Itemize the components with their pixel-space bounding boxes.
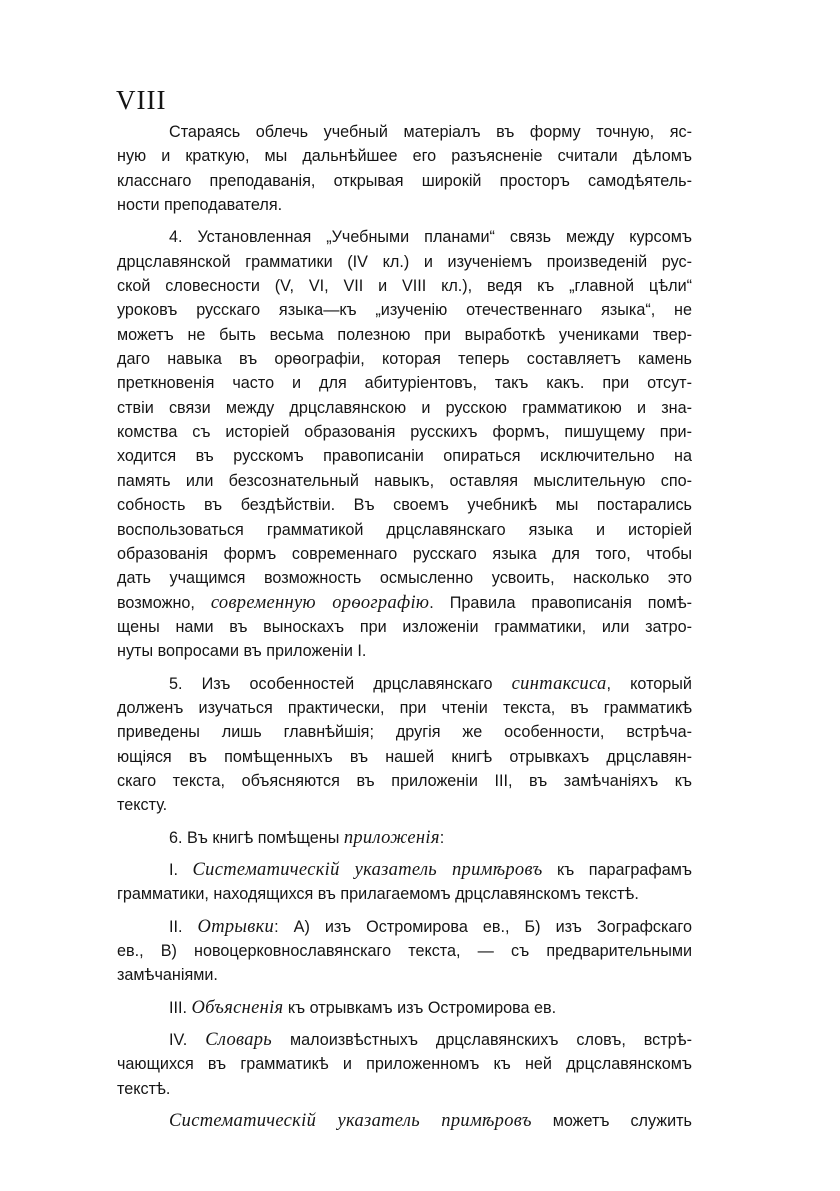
text-line: ев., В) новоцерковнославянскаго текста, — съ предварительными — [117, 942, 692, 960]
text-line: щены нами въ выноскахъ при изложеніи грамматики, или затро- — [117, 617, 692, 636]
appendix-item-1 — [117, 858, 692, 907]
appendix-item-3 — [117, 996, 692, 1020]
appendix-item-4 — [117, 1028, 692, 1101]
text-line: дрцславянской грамматики (IV кл.) и изученіемъ произведеній рус- — [117, 252, 692, 271]
text-line: скаго текста, объясняются въ приложеніи III, въ замѣчаніяхъ къ — [117, 771, 692, 790]
text-run: къ отрывкамъ изъ Остромирова ев. — [283, 998, 557, 1017]
text-line: долженъ изучаться практически, при чтеніи текста, въ грамматикѣ — [117, 698, 692, 717]
text-line: грамматики, находящихся въ прилагаемомъ дрцславянскомъ текстѣ. — [117, 885, 639, 904]
text-line: уроковъ русскаго языка—къ „изученію отечественнаго языка“, не — [117, 301, 692, 320]
text-run: 6. Въ книгѣ помѣщены — [169, 828, 344, 847]
text-line: 4. Установленная „Учебными планами“ связь между курсомъ — [169, 228, 692, 247]
paragraph-3 — [117, 672, 692, 818]
roman-numeral: III. — [169, 998, 192, 1017]
paragraph-4 — [117, 826, 692, 850]
text-line: ходится въ русскомъ правописаніи опираться исключительно на — [117, 447, 692, 466]
text-line: комства съ исторіей образованія русскихъ формъ, пишущему при- — [117, 423, 692, 442]
paragraph-2 — [117, 225, 692, 663]
text-line: ности преподавателя. — [117, 196, 283, 215]
text-line: ствіи связи между дрцславянскою и русскою грамматикою и зна- — [117, 398, 692, 417]
paragraph-1 — [117, 120, 692, 217]
text-line: можетъ не быть весьма полезною при выработкѣ учениками твер- — [117, 325, 692, 344]
italic-phrase: Систематическій указатель примѣровъ — [169, 1111, 532, 1132]
text-run: возможно, — [117, 593, 211, 612]
text-run: можетъ служить — [531, 1112, 692, 1131]
text-line: класснаго преподаванія, открывая широкій просторъ самодѣятель- — [117, 171, 692, 190]
italic-phrase: Словарь — [205, 1030, 273, 1051]
italic-phrase: Систематическій указатель примѣровъ — [192, 859, 543, 880]
italic-phrase: синтаксиса — [511, 673, 607, 694]
text-line: ную и краткую, мы дальнѣйшее его разъясненіе считали дѣломъ — [117, 147, 692, 166]
paragraph-final — [117, 1109, 692, 1133]
text-line — [117, 996, 692, 1020]
text-line: собность въ бездѣйствіи. Въ своемъ учебникѣ мы постарались — [117, 496, 692, 515]
text-line: чающихся въ грамматикѣ и приложенномъ къ ней дрцславянскомъ — [117, 1055, 692, 1074]
text-line — [117, 915, 692, 939]
text-line: Стараясь облечь учебный матеріалъ въ форму точную, яс- — [169, 123, 692, 141]
text-line: замѣчаніями. — [117, 966, 218, 985]
text-run: . Правила правописанія помѣ- — [429, 593, 693, 612]
text-run: къ параграфамъ — [542, 860, 692, 879]
text-line: преткновенія часто и для абитуріентовъ, такъ какъ. при отсут- — [117, 374, 692, 393]
text-line: образованія формъ современнаго русскаго языка для того, чтобы — [117, 544, 692, 563]
text-line: дать учащимся возможность осмысленно усвоить, насколько это — [117, 569, 692, 588]
text-run: малоизвѣстныхъ дрцславянскихъ словъ, встрѣ- — [272, 1031, 692, 1050]
text-run: 5. Изъ особенностей дрцславянскаго — [169, 674, 512, 693]
text-line — [117, 826, 692, 850]
text-line: ющіяся въ помѣщенныхъ въ нашей книгѣ отрывкахъ дрцславян- — [117, 747, 692, 766]
text-line: приведены лишь главнѣйшія; другія же особенности, встрѣча- — [117, 723, 692, 742]
text-line: текстѣ. — [117, 1079, 171, 1098]
body-text — [117, 120, 692, 1133]
text-line — [117, 1109, 692, 1133]
text-line — [117, 1028, 692, 1052]
text-run: , который — [606, 674, 692, 693]
italic-phrase: современную орѳографію — [210, 592, 430, 613]
page-number: VIII — [116, 85, 167, 115]
text-line: тексту. — [117, 796, 168, 815]
text-line: даго навыка въ орѳографіи, которая теперь составляетъ камень — [117, 350, 692, 369]
text-line: воспользоваться грамматикой дрцславянскаго языка и исторіей — [117, 520, 692, 539]
text-line: память или безсознательный навыкъ, оставляя мыслительную спо- — [117, 471, 692, 490]
text-line — [117, 591, 692, 615]
appendix-item-2 — [117, 915, 692, 988]
text-run: : — [439, 828, 445, 847]
italic-phrase: приложенія — [343, 827, 440, 848]
italic-phrase: Отрывки — [197, 916, 275, 937]
roman-numeral: I. — [169, 860, 193, 879]
italic-phrase: Объясненія — [191, 997, 284, 1018]
text-line: ской словесности (V, VI, VII и VIII кл.), ведя къ „главной цѣли“ — [117, 277, 692, 296]
roman-numeral: IV. — [169, 1031, 206, 1050]
text-line — [117, 858, 692, 882]
text-run: : А) изъ Остромирова ев., Б) изъ Зографскаго — [274, 917, 692, 936]
text-line: нуты вопросами въ приложеніи I. — [117, 642, 367, 661]
text-line — [117, 672, 692, 696]
roman-numeral: II. — [169, 917, 198, 936]
